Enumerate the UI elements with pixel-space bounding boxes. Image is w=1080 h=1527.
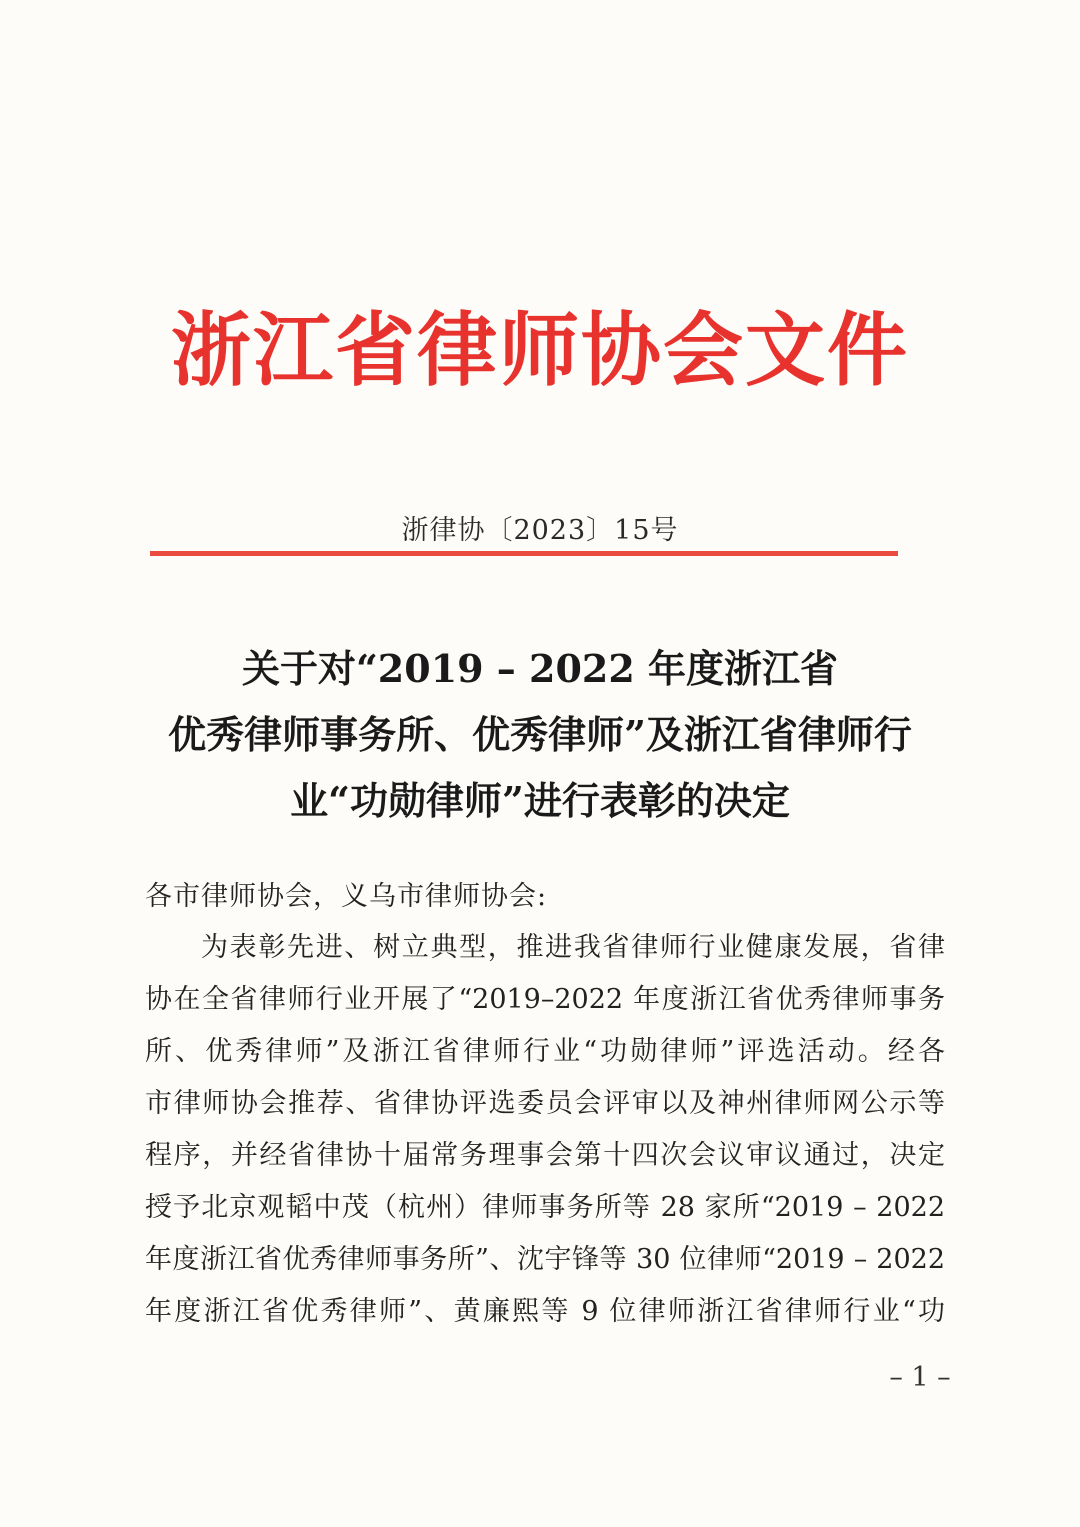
salutation: 各市律师协会，义乌市律师协会: [145,881,548,912]
document-header-title: 浙江省律师协会文件 [171,303,909,397]
decision-title-line: 关于对“2019 – 2022 年度浙江省 [241,646,839,691]
page-number: – 1 – [889,1362,951,1393]
decision-title-line: 业“功勋律师”进行表彰的决定 [290,778,790,823]
body-line: 所、优秀律师”及浙江省律师行业“功勋律师”评选活动。经各 [145,1036,945,1067]
body-line: 市律师协会推荐、省律协评选委员会评审以及神州律师网公示等 [145,1088,945,1119]
decision-title-line: 优秀律师事务所、优秀律师”及浙江省律师行 [168,712,912,757]
body-line: 为表彰先进、树立典型，推进我省律师行业健康发展，省律 [201,932,945,963]
body-line: 协在全省律师行业开展了“2019–2022 年度浙江省优秀律师事务 [145,984,945,1015]
body-text [145,922,945,1338]
decision-title [100,636,980,834]
document-number: 浙律协〔2023〕15号 [401,515,679,546]
body-line: 年度浙江省优秀律师”、黄廉熙等 9 位律师浙江省律师行业“功 [145,1296,945,1327]
body-line: 授予北京观韬中茂（杭州）律师事务所等 28 家所“2019 – 2022 [145,1192,945,1223]
body-line: 程序，并经省律协十届常务理事会第十四次会议审议通过，决定 [145,1140,945,1171]
body-line: 年度浙江省优秀律师事务所”、沈宇锋等 30 位律师“2019 – 2022 [145,1244,945,1275]
red-divider-line [150,551,898,556]
